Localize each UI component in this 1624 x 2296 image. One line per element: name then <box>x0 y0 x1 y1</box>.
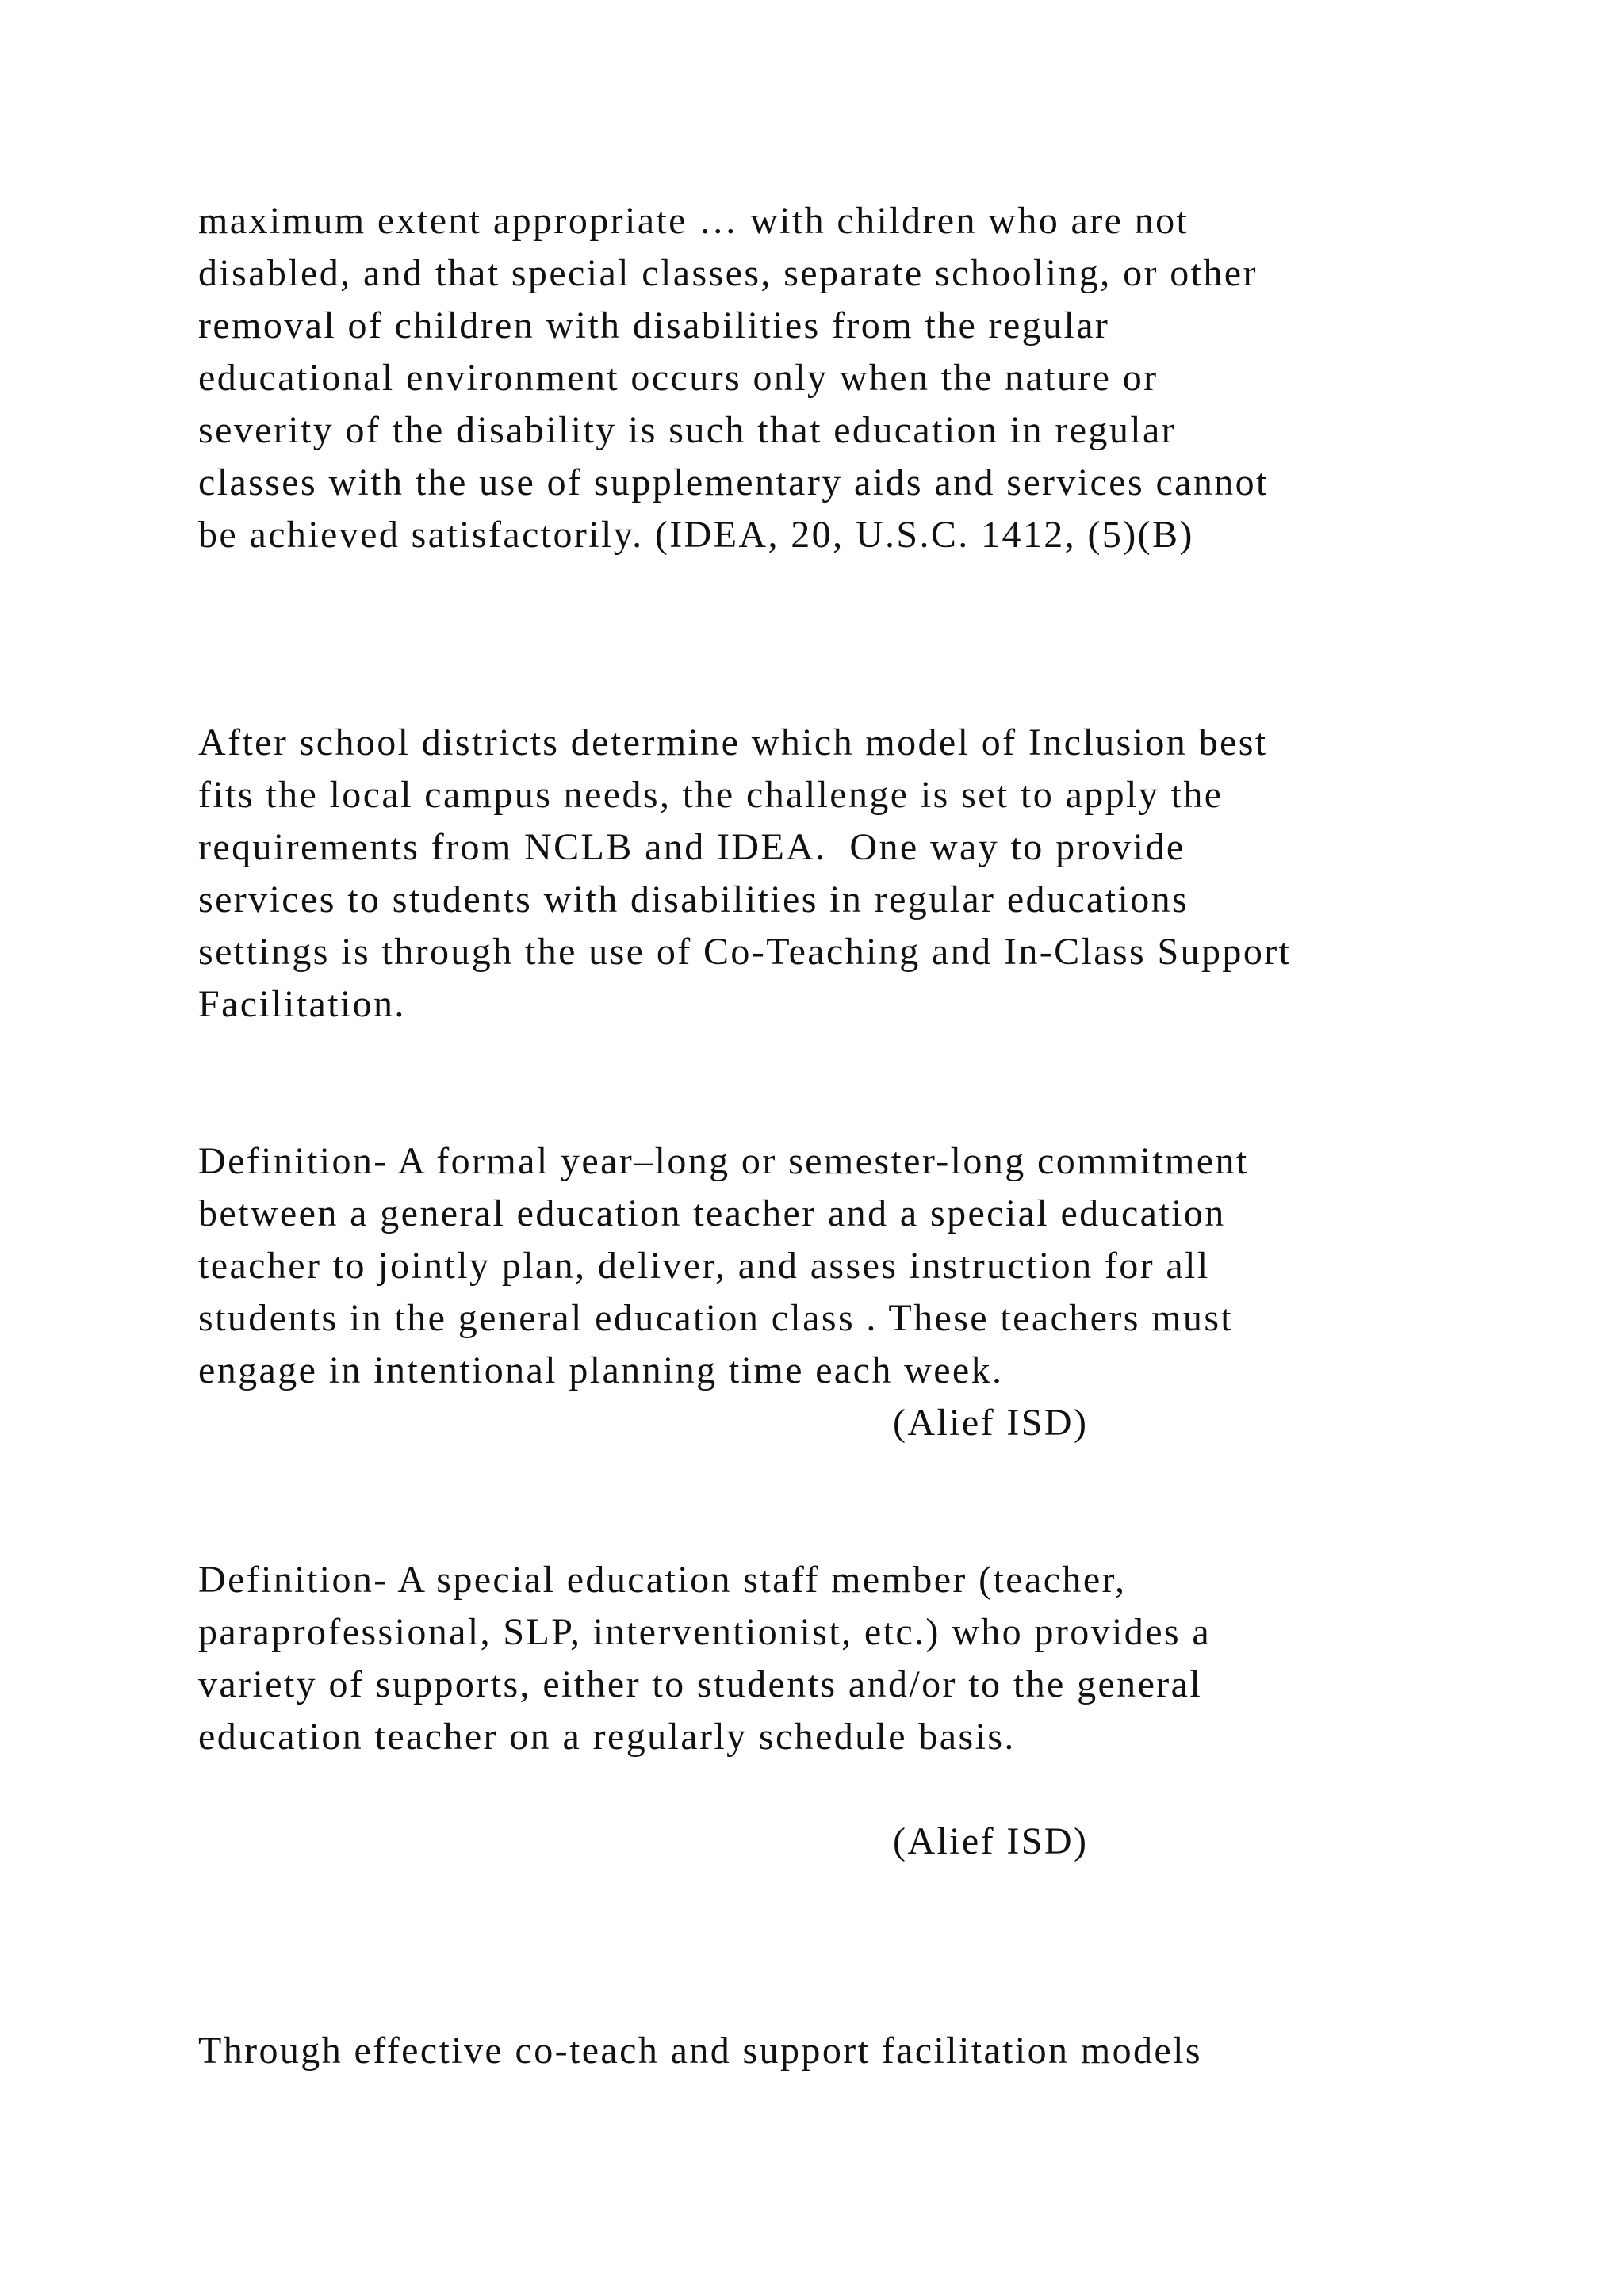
text-line: settings is through the use of Co-Teaching and In-Class Support <box>198 931 1292 973</box>
text-line: Facilitation. <box>198 983 406 1025</box>
text-line: engage in intentional planning time each week. <box>198 1349 1004 1391</box>
text-line: teacher to jointly plan, deliver, and asses instruction for all <box>198 1245 1210 1287</box>
text-line: maximum extent appropriate … with children who are not <box>198 200 1189 242</box>
text-line: be achieved satisfactorily. (IDEA, 20, U.S.C. 1412, (5)(B) <box>198 514 1194 556</box>
text-line: fits the local campus needs, the challenge is set to apply the <box>198 774 1224 816</box>
citation: (Alief ISD) <box>893 1402 1089 1444</box>
citation: (Alief ISD) <box>893 1820 1089 1862</box>
text-line: requirements from NCLB and IDEA. One way to provide <box>198 826 1185 868</box>
text-line: students in the general education class . These teachers must <box>198 1297 1234 1339</box>
text-line: Definition- A formal year–long or semester-long commitment <box>198 1140 1249 1182</box>
text-line: paraprofessional, SLP, interventionist, etc.) who provides a <box>198 1611 1212 1653</box>
text-line: severity of the disability is such that education in regular <box>198 409 1177 451</box>
text-line: education teacher on a regularly schedule basis. <box>198 1716 1016 1758</box>
text-line: Through effective co-teach and support facilitation models <box>198 2030 1202 2072</box>
text-line: classes with the use of supplementary aids and services cannot <box>198 461 1269 503</box>
text-line: services to students with disabilities in regular educations <box>198 878 1189 920</box>
text-line: variety of supports, either to students and/or to the general <box>198 1663 1203 1705</box>
text-line: Definition- A special education staff member (teacher, <box>198 1559 1127 1601</box>
text-line: disabled, and that special classes, separate schooling, or other <box>198 252 1258 294</box>
text-line: between a general education teacher and a special education <box>198 1192 1226 1234</box>
text-line: educational environment occurs only when the nature or <box>198 357 1159 399</box>
text-line: removal of children with disabilities from the regular <box>198 304 1110 346</box>
text-line: After school districts determine which model of Inclusion best <box>198 721 1268 763</box>
